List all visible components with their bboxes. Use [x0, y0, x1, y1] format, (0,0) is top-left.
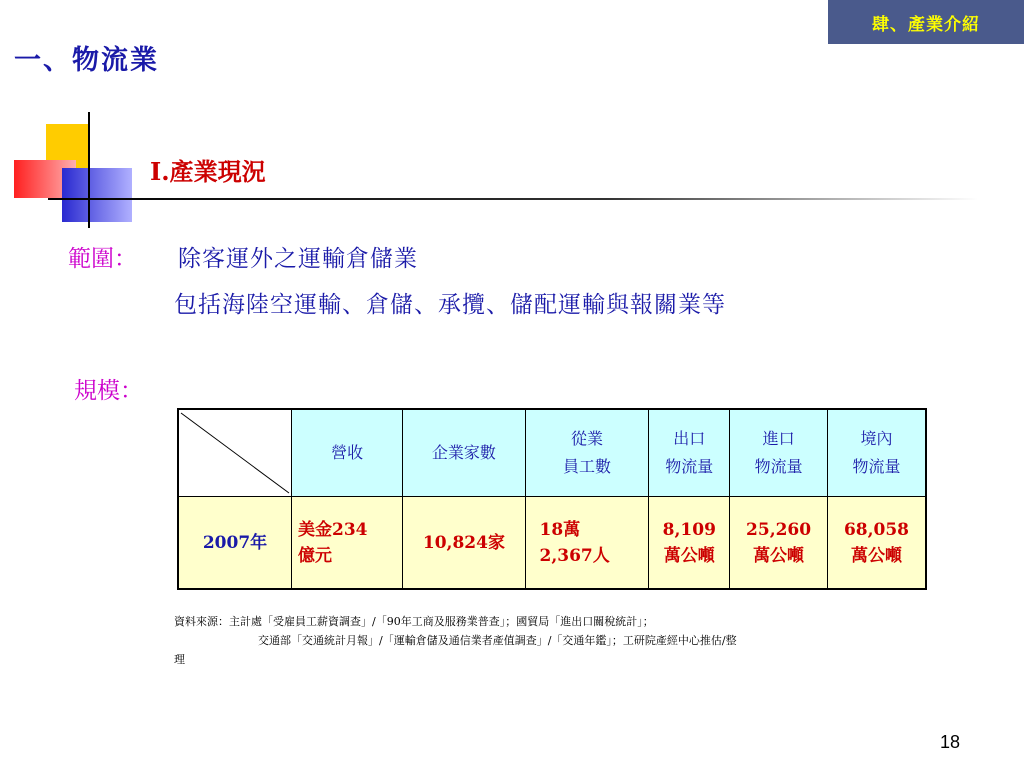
- cell-export: 8,109 萬公噸: [649, 497, 730, 590]
- data-source-note: [174, 612, 964, 669]
- scale-label: 規模：: [74, 378, 143, 404]
- header-revenue: 營收: [292, 409, 403, 497]
- table-header-row: [178, 409, 926, 497]
- cell-domestic: 68,058 萬公噸: [827, 497, 926, 590]
- diagonal-line-icon: [179, 411, 291, 495]
- section-tag: 肆、產業介紹: [828, 0, 1024, 44]
- header-export: 出口 物流量: [649, 409, 730, 497]
- vertical-rule: [88, 112, 90, 228]
- diagonal-corner-cell: [178, 409, 292, 497]
- blue-block: [62, 168, 132, 222]
- cell-import: 25,260 萬公噸: [730, 497, 828, 590]
- section-heading: I.產業現況: [150, 157, 266, 186]
- scope-line-2: 包括海陸空運輸、倉儲、承攬、儲配運輸與報關業等: [174, 292, 726, 318]
- header-firms: 企業家數: [403, 409, 525, 497]
- header-domestic: 境內 物流量: [827, 409, 926, 497]
- cell-employees: 18萬 2,367人: [525, 497, 649, 590]
- header-import: 進口 物流量: [730, 409, 828, 497]
- cell-firms: 10,824家: [403, 497, 525, 590]
- table-row: [178, 497, 926, 590]
- scope-line-1: 除客運外之運輸倉儲業: [178, 246, 418, 272]
- header-employees: 從業 員工數: [525, 409, 649, 497]
- logistics-table: [177, 408, 927, 590]
- page-title: 一、物流業: [14, 45, 159, 76]
- cell-revenue: 美金234 億元: [292, 497, 403, 590]
- source-line-2: 交通部「交通統計月報」/「運輸倉儲及通信業者產值調查」/「交通年鑑」；工研院產經中心推估/整: [258, 634, 737, 647]
- scope-label: 範圍：: [68, 246, 137, 272]
- source-line-1: 資料來源：主計處「受雇員工薪資調查」/「90年工商及服務業普查」；國貿局「進出口關稅統計」；: [174, 615, 654, 628]
- horizontal-rule: [48, 198, 978, 200]
- row-year: 2007年: [178, 497, 292, 590]
- source-line-3: 理: [174, 653, 185, 666]
- page-number: 18: [940, 732, 961, 752]
